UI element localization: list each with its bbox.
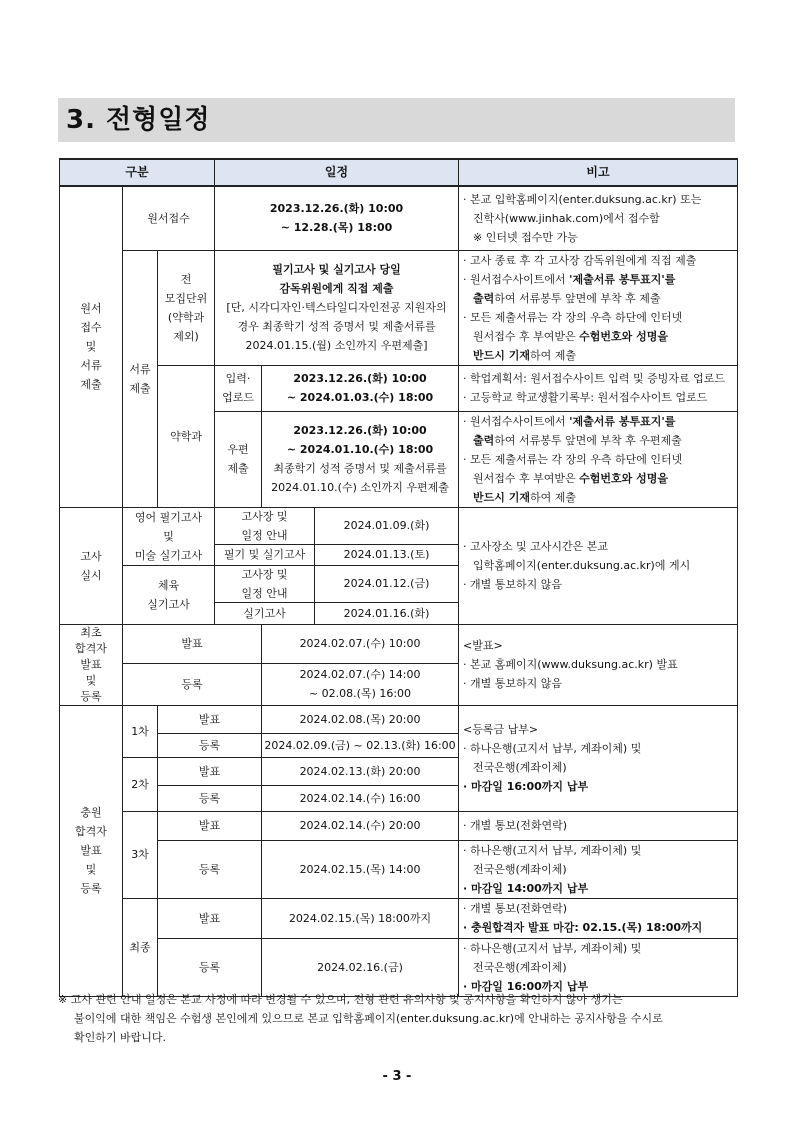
table-row (60, 840, 738, 898)
all-units-schedule: 필기고사 및 실기고사 당일 감독위원에게 직접 제출 [단, 시각디자인·텍스타일디자인전공 지원자의 경우 최종학기 성적 증명서 및 제출서류를 2024.01.15.(월) 소인까지 우편제출] (215, 250, 459, 365)
exam-eng-label: 영어 필기고사 및 미술 실기고사 (123, 507, 215, 565)
pharm-mail-label: 우편 제출 (215, 411, 262, 507)
footnote (58, 990, 738, 1047)
final-note: <발표> · 본교 홈페이지(www.duksung.ac.kr) 발표 · 개별 통보하지 않음 (459, 624, 738, 705)
exam-eng-row-2-date: 2024.01.13.(토) (343, 548, 430, 561)
schedule-table (59, 158, 738, 997)
round-1-announce-date: 2024.02.08.(목) 20:00 (262, 705, 459, 733)
final-group-label: 최초 합격자 발표 및 등록 (60, 624, 123, 705)
round-1-label: 1차 (123, 705, 158, 757)
round-1-register-label: 등록 (158, 733, 262, 757)
exam-eng-row-2 (215, 544, 459, 565)
page-number: - 3 - (382, 1069, 412, 1084)
table-row (60, 365, 738, 411)
all-units-note: · 고사 종료 후 각 고사장 감독위원에게 직접 제출 · 원서접수사이트에서 '제출서류 봉투표지'를 출력하여 서류봉투 앞면에 부착 후 제출 · 모든 제출서류는 각 장의 우측 하단에 인터넷 원서접수 후 부여받은 수험번호와 성명을 반드시 기재하여 제출 (459, 250, 738, 365)
round-final-register-note: · 하나은행(고지서 납부, 계좌이체) 및 전국은행(계좌이체) · 마감일 16:00까지 납부 (459, 938, 738, 996)
apply-group-label: 원서 접수 및 서류 제출 (60, 186, 123, 507)
table-row (60, 507, 738, 544)
header-category: 구분 (60, 159, 215, 186)
round-1-register-date: 2024.02.09.(금) ~ 02.13.(화) 16:00 (262, 733, 459, 757)
exam-pe-row-1-label: 고사장 및 일정 안내 (215, 566, 315, 602)
header-schedule: 일정 (215, 159, 459, 186)
table-header-row (60, 159, 738, 186)
pharm-upload-date: 2023.12.26.(화) 10:00 ~ 2024.01.03.(수) 18:00 (262, 365, 459, 411)
extra-group-label: 충원 합격자 발표 및 등록 (60, 705, 123, 996)
pharm-upload-note: · 학업계획서: 원서접수사이트 입력 및 증빙자료 업로드 · 고등학교 학교생활기록부: 원서접수사이트 업로드 (459, 365, 738, 411)
exam-eng-row-1-date: 2024.01.09.(화) (343, 519, 430, 532)
final-announce-label: 발표 (123, 624, 262, 663)
final-announce-date: 2024.02.07.(수) 10:00 (262, 624, 459, 663)
exam-pe-row-2-label: 실기고사 (215, 603, 315, 624)
round-2-label: 2차 (123, 757, 158, 811)
final-register-label: 등록 (123, 663, 262, 705)
pharm-mail-date: 2023.12.26.(화) 10:00 ~ 2024.01.10.(수) 18:00 최종학기 성적 증명서 및 제출서류를 2024.01.10.(수) 소인까지 우편제출 (262, 411, 459, 507)
round-3-register-note: · 하나은행(고지서 납부, 계좌이체) 및 전국은행(계좌이체) · 마감일 14:00까지 납부 (459, 840, 738, 898)
all-units-label: 전 모집단위 (약학과 제외) (158, 250, 215, 365)
exam-pe-row-1-date: 2024.01.12.(금) (343, 577, 430, 590)
table-row (60, 938, 738, 996)
round-final-announce-note: · 개별 통보(전화연락) · 충원합격자 발표 마감: 02.15.(목) 18:00까지 (459, 898, 738, 938)
round-final-label: 최종 (123, 898, 158, 996)
exam-note: · 고사장소 및 고사시간은 본교 입학홈페이지(enter.duksung.ac.kr)에 게시 · 개별 통보하지 않음 (459, 507, 738, 624)
table-row (60, 811, 738, 840)
exam-pe-row-2 (215, 602, 459, 624)
round-1-announce-label: 발표 (158, 705, 262, 733)
section-title-bar (58, 98, 735, 142)
table-row (60, 705, 738, 733)
exam-pe-row-2-date: 2024.01.16.(화) (343, 606, 430, 620)
wonseo-label: 원서접수 (123, 186, 215, 250)
payment-note: <등록금 납부> · 하나은행(고지서 납부, 계좌이체) 및 전국은행(계좌이체) · 마감일 16:00까지 납부 (459, 705, 738, 811)
pharm-upload-label: 입력· 업로드 (215, 365, 262, 411)
table-row (60, 250, 738, 365)
pharm-label: 약학과 (158, 365, 215, 507)
footnote-line: 불이익에 대한 책임은 수험생 본인에게 있으므로 본교 입학홈페이지(enter.duksung.ac.kr)에 안내하는 공지사항을 수시로 (74, 1012, 663, 1025)
round-3-announce-date: 2024.02.14.(수) 20:00 (262, 811, 459, 840)
table-row (60, 898, 738, 938)
final-register-date: 2024.02.07.(수) 14:00 ~ 02.08.(목) 16:00 (262, 663, 459, 705)
footnote-line: ※ 고사 관련 안내 일정은 본교 사정에 따라 변경될 수 있으며, 전형 관련 유의사항 및 공지사항을 확인하지 않아 생기는 (58, 993, 623, 1006)
pharm-mail-note: · 원서접수사이트에서 '제출서류 봉투표지'를 출력하여 서류봉투 앞면에 부착 후 우편제출 · 모든 제출서류는 각 장의 우측 하단에 인터넷 원서접수 후 부여받은 수험번호와 성명을 반드시 기재하여 제출 (459, 411, 738, 507)
round-final-announce-label: 발표 (158, 898, 262, 938)
doc-submit-label: 서류 제출 (123, 250, 158, 507)
exam-eng-row-1-label: 고사장 및 일정 안내 (215, 508, 315, 544)
header-remarks: 비고 (459, 159, 738, 186)
wonseo-note: · 본교 입학홈페이지(enter.duksung.ac.kr) 또는 진학사(www.jinhak.com)에서 접수함 ※ 인터넷 접수만 가능 (459, 186, 738, 250)
round-final-register-date: 2024.02.16.(금) (262, 938, 459, 996)
round-2-announce-date: 2024.02.13.(화) 20:00 (262, 757, 459, 785)
exam-pe-label: 체육 실기고사 (123, 565, 215, 624)
wonseo-date: 2023.12.26.(화) 10:00 ~ 12.28.(목) 18:00 (215, 186, 459, 250)
round-final-register-label: 등록 (158, 938, 262, 996)
round-2-register-label: 등록 (158, 785, 262, 811)
round-2-register-date: 2024.02.14.(수) 16:00 (262, 785, 459, 811)
table-row (60, 186, 738, 250)
round-3-label: 3차 (123, 811, 158, 898)
round-3-announce-label: 발표 (158, 811, 262, 840)
exam-pe-row-1 (215, 565, 459, 602)
table-row (60, 624, 738, 663)
round-final-announce-date: 2024.02.15.(목) 18:00까지 (262, 898, 459, 938)
section-title: 3. 전형일정 (66, 105, 211, 135)
round-3-announce-note: · 개별 통보(전화연락) (459, 811, 738, 840)
footnote-line: 확인하기 바랍니다. (74, 1031, 167, 1044)
exam-eng-row-1 (215, 507, 459, 544)
round-3-register-date: 2024.02.15.(목) 14:00 (262, 840, 459, 898)
exam-eng-row-2-label: 필기 및 실기고사 (215, 545, 315, 565)
exam-group-label: 고사 실시 (60, 507, 123, 624)
round-2-announce-label: 발표 (158, 757, 262, 785)
round-3-register-label: 등록 (158, 840, 262, 898)
